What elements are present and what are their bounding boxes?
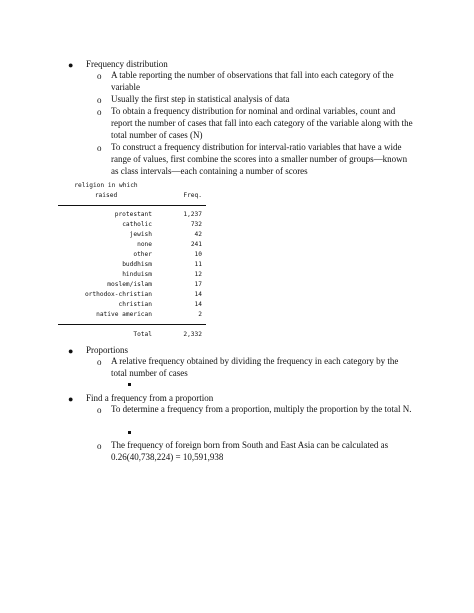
bullet-dot: ● bbox=[68, 346, 74, 356]
sub-bullet: o bbox=[97, 95, 102, 105]
bullet-dot: ● bbox=[68, 394, 74, 404]
heading-frequency-distribution: Frequency distribution bbox=[86, 59, 168, 69]
sub-bullet: o bbox=[97, 71, 102, 81]
table-row: none 241 bbox=[137, 241, 202, 248]
sub-bullet: o bbox=[97, 107, 102, 117]
heading-proportions: Proportions bbox=[86, 345, 129, 355]
item-text: A table reporting the number of observations that fall into each category of the variable bbox=[111, 70, 394, 92]
table-row: native american 2 bbox=[96, 311, 202, 318]
table-header-row bbox=[58, 181, 206, 201]
sub-bullet: o bbox=[97, 143, 102, 153]
item-text: The frequency of foreign born from South and East Asia can be calculated as 0.26(40,738,224) = 10,591,938 bbox=[111, 440, 389, 462]
item-text: To construct a frequency distribution for interval-ratio variables that have a wide range of values, first combine the scores into a smaller number of groups—known as class intervals—each containing a number of scores bbox=[111, 142, 408, 176]
item-text: Usually the first step in statistical analysis of data bbox=[111, 94, 290, 104]
table-row: protestant 1,237 bbox=[114, 211, 202, 218]
table-row: orthodox-christian 14 bbox=[84, 291, 202, 298]
bullet-dot: ● bbox=[68, 60, 74, 70]
table-row: buddhism 11 bbox=[122, 261, 202, 268]
square-bullet bbox=[128, 431, 131, 434]
table-row: christian 14 bbox=[118, 301, 202, 308]
sub-bullet: o bbox=[97, 357, 102, 367]
item-text: To obtain a frequency distribution for nominal and ordinal variables, count and report the number of cases that fall into each category of the variable along with the total number of cases (N) bbox=[111, 106, 413, 140]
item-text: A relative frequency obtained by dividing the frequency in each category by the total number of cases bbox=[111, 356, 399, 378]
table-row: jewish 42 bbox=[129, 231, 202, 238]
table-row: hinduism 12 bbox=[122, 271, 202, 278]
item-text: To determine a frequency from a proportion, multiply the proportion by the total N. bbox=[111, 404, 412, 414]
table-row: other 10 bbox=[133, 251, 202, 258]
header-label-line1: religion in which bbox=[74, 182, 138, 189]
frequency-table bbox=[58, 181, 206, 340]
table-row: moslem/islam 17 bbox=[107, 281, 202, 288]
header-value: Freq. bbox=[183, 192, 202, 199]
sub-bullet: o bbox=[97, 441, 102, 451]
heading-find-frequency: Find a frequency from a proportion bbox=[86, 393, 214, 403]
header-label-line2: raised bbox=[94, 192, 118, 199]
table-total-row: Total 2,332 bbox=[133, 331, 202, 338]
table-row: catholic 732 bbox=[122, 221, 202, 228]
sub-bullet: o bbox=[97, 405, 102, 415]
square-bullet bbox=[128, 383, 131, 386]
